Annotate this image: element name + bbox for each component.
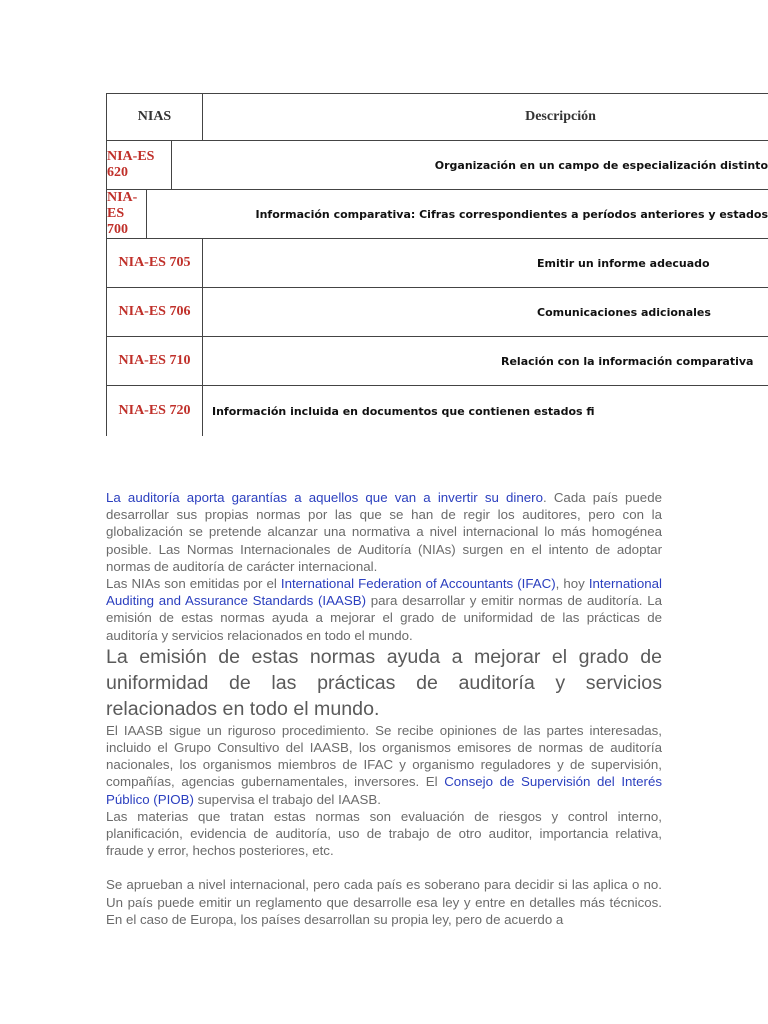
paragraph-text: , hoy [555, 576, 589, 592]
paragraph [106, 575, 662, 644]
link-auditoria-garantias[interactable]: La auditoría aporta garantías a aquellos que van a invertir su dinero [106, 490, 543, 505]
header-descripcion: Descripción [525, 109, 596, 124]
paragraph-text: El IAASB sigue un riguroso procedimiento. Se recibe opiniones de las partes interesadas, incluido el Grupo Consultivo del IAASB, los organismos emisores de normas de auditoría nacionales, los organismos miembros de IFAC y organismo reguladores y de supervisión, compañías, agencias gubernamentales, inversores. El [106, 722, 662, 790]
table-row [106, 140, 768, 189]
link-ifac[interactable]: International Federation of Accountants (IFAC) [280, 576, 556, 592]
paragraph [106, 722, 662, 808]
header-nias: NIAS [106, 94, 203, 140]
nia-description: Organización en un campo de especialización distinto [434, 158, 768, 172]
nias-table [106, 93, 768, 436]
nia-description: Emitir un informe adecuado [537, 256, 710, 270]
pull-quote-heading: La emisión de estas normas ayuda a mejorar el grado de uniformidad de las prácticas de auditoría y servicios relacionados en todo el mundo. [106, 645, 662, 720]
table-header-row [106, 93, 768, 140]
nia-code: NIA-ES 706 [106, 288, 203, 336]
table-row [106, 287, 768, 336]
nia-description: Relación con la información comparativa [501, 354, 754, 368]
nia-code: NIA-ES 720 [106, 386, 203, 436]
link-iaasb[interactable]: International Auditing and Assurance Standards (IAASB) [106, 576, 662, 609]
table-row [106, 189, 768, 238]
nia-description: Información comparativa: Cifras correspondientes a períodos anteriores y estados [255, 207, 768, 221]
paragraph-text: Las NIAs son emitidas por el [106, 576, 281, 592]
article-body [106, 489, 662, 928]
paragraph: Las materias que tratan estas normas son evaluación de riesgos y control interno, planificación, evidencia de auditoría, uso de trabajo de otro auditor, importancia relativa, fraude y error, hechos posteriores, etc. [106, 808, 662, 859]
paragraph [106, 489, 662, 575]
nia-code: NIA-ES 710 [106, 337, 203, 385]
table-row [106, 336, 768, 385]
link-piob[interactable]: Consejo de Supervisión del Interés Público (PIOB) [106, 774, 662, 807]
nia-description: Comunicaciones adicionales [537, 305, 711, 319]
paragraph-text: para desarrollar y emitir normas de auditoría. La emisión de estas normas ayuda a mejorar el grado de uniformidad de las prácticas de auditoría y servicios relacionados en todo el mundo. [106, 593, 662, 643]
nia-code: NIA-ES 620 [106, 141, 172, 189]
table-row [106, 238, 768, 287]
spacer [106, 859, 662, 876]
paragraph: Se aprueban a nivel internacional, pero cada país es soberano para decidir si las aplica o no. Un país puede emitir un reglamento que desarrolle esa ley y entre en detalles más técnicos. En el caso de Europa, los países desarrollan su propia ley, pero de acuerdo a [106, 877, 662, 927]
table-row [106, 385, 768, 436]
paragraph-text: . Cada país puede desarrollar sus propias normas por las que se han de regir los auditores, pero con la globalización se pretende alcanzar una normativa a nivel internacional lo más homogénea posible. Las Normas Internacionales de Auditoría (NIAs) surgen en el intento de adoptar normas de auditoría de carácter internacional. [106, 490, 662, 574]
nia-code: NIA-ES 700 [106, 190, 147, 238]
paragraph-text: supervisa el trabajo del IAASB. [193, 791, 381, 807]
nia-description: Información incluida en documentos que contienen estados fi [212, 404, 595, 418]
nia-code: NIA-ES 705 [106, 239, 203, 287]
